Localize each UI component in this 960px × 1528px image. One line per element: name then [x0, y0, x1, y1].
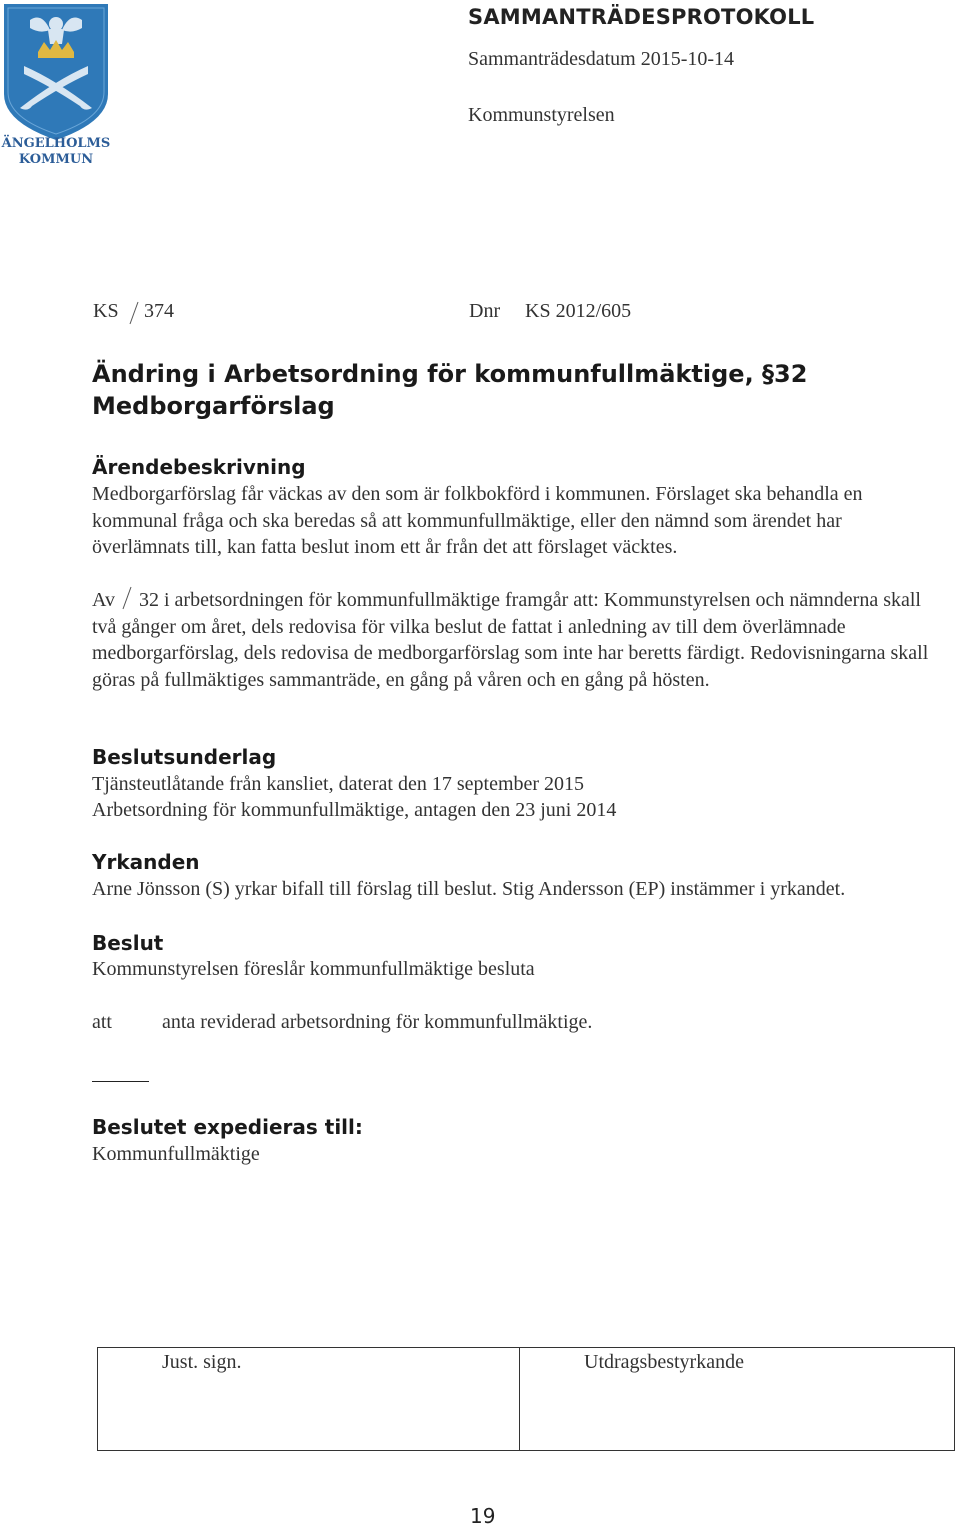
section-heading-arendebeskrivning: Ärendebeskrivning [92, 455, 306, 479]
section-heading-beslut: Beslut [92, 931, 164, 955]
recipient: Kommunfullmäktige [92, 1143, 260, 1165]
description-paragraph-1: Medborgarförslag får väckas av den som är folkbokförd i kommunen. Förslaget ska behandla en kommunal fråga och ska beredas så att kommunfullmäktige, eller den nämnd som ärendet har överlämnats till, kan fatta beslut inom ett år från det att förslaget väcktes. [92, 483, 863, 558]
paragraph-text: 32 i arbetsordningen för kommunfullmäktige framgår att: Kommunstyrelsen och nämnderna skall två gånger om året, dels redovisa för vilka beslut de fattat i anledning av till dem överlämnade medborgarförslag, dels redovisa de medborgarförslag som inte har beretts färdigt. Redovisningarna skall göras på fullmäktiges sammanträde, en gång på våren och en gång på hösten. [92, 589, 929, 691]
dnr-label: Dnr [469, 300, 501, 322]
att-label: att [92, 1011, 112, 1033]
beslut-text: anta reviderad arbetsordning för kommunfullmäktige. [162, 1011, 593, 1033]
paragraph-prefix: Av [92, 589, 115, 611]
section-number: 374 [144, 300, 174, 322]
page-title-line1: Ändring i Arbetsordning för kommunfullmäktige, §32 [92, 360, 808, 388]
section-heading-yrkanden: Yrkanden [92, 850, 200, 874]
list-item: Arbetsordning för kommunfullmäktige, antagen den 23 juni 2014 [92, 799, 617, 821]
section-heading-beslutsunderlag: Beslutsunderlag [92, 745, 277, 769]
utdragsbestyrkande-label: Utdragsbestyrkande [584, 1351, 744, 1373]
meeting-date: Sammanträdesdatum 2015-10-14 [468, 48, 735, 70]
divider [92, 1081, 149, 1082]
list-item: Tjänsteutlåtande från kansliet, daterat den 17 september 2015 [92, 773, 585, 795]
page-number: 19 [470, 1504, 496, 1528]
just-sign-label: Just. sign. [162, 1351, 242, 1373]
dnr-value: KS 2012/605 [525, 300, 632, 322]
section-sign-icon [120, 586, 134, 606]
municipality-logo [0, 0, 112, 172]
section-sign-icon [128, 300, 140, 332]
signature-divider [519, 1348, 520, 1450]
logo-text-line1: ÄNGELHOLMS [1, 136, 111, 151]
logo-text-line2: KOMMUN [18, 152, 94, 167]
protocol-title: SAMMANTRÄDESPROTOKOLL [468, 5, 815, 29]
organ-name: Kommunstyrelsen [468, 104, 615, 126]
yrkanden-text: Arne Jönsson (S) yrkar bifall till förslag till beslut. Stig Andersson (EP) instämmer i yrkandet. [92, 878, 846, 900]
description-paragraph-2 [92, 586, 942, 693]
page-title-line2: Medborgarförslag [92, 392, 335, 420]
ks-label: KS [93, 300, 119, 322]
page-title [92, 358, 872, 422]
beslut-intro: Kommunstyrelsen föreslår kommunfullmäktige besluta [92, 958, 535, 980]
signature-box [97, 1347, 955, 1451]
section-heading-expediering: Beslutet expedieras till: [92, 1115, 363, 1139]
